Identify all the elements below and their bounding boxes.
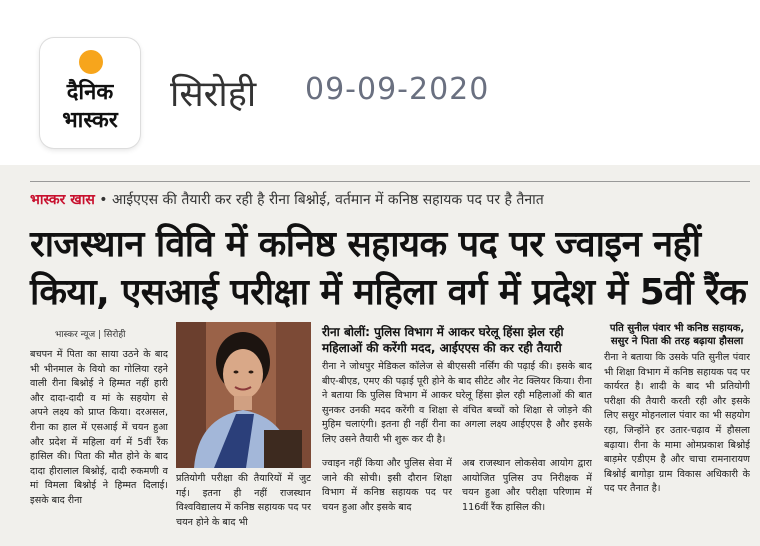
publication-date: 09-09-2020 <box>305 72 490 107</box>
kicker-brand: भास्कर खास <box>30 192 95 208</box>
reena-bishnoi-photo <box>176 322 311 468</box>
subheading-husband: पति सुनील पंवार भी कनिष्ठ सहायक, ससुर ने पिता की तरह बढ़ाया हौसला <box>609 323 745 347</box>
sun-icon <box>79 50 103 74</box>
column-3-text: रीना ने जोधपुर मेडिकल कॉलेज से बीएससी नर्सिंग की पढ़ाई की। इसके बाद बीए-बीएड, एमए की पढ़ाई पूरी होने के बाद सीटेट और नेट क्लियर किया। रीना ने बताया कि पुलिस विभाग में आकर घरेलू हिंसा झेल रही महिलाओं की बात सुनकर उनकी मदद करेंगी व शिक्षा से वंचित बच्चों को शिक्षा से जोड़ने की मुहिम चलाएंगी। इतना ही नहीं रीना का अगला लक्ष्य आईएएस है और इसके लिए उसने तैयारी भी शुरू कर दी है। <box>322 361 592 445</box>
byline: भास्कर न्यूज | सिरोही <box>55 330 126 340</box>
column-1-text: बचपन में पिता का साया उठने के बाद भी भीनमाल के वियो का गोलिया रहने वाली रीना बिश्नोई ने हिम्मत नहीं हारी और दादा-दादी व मां के सहयोग से अपने लक्ष्य को प्राप्त किया। दरअसल, रीना का हाल में एसआई में चयन हुआ और प्रदेश में महिला वर्ग में 5वीं रैंक हासिल की। पिता की मौत होने के बाद दादा हीरालाल बिश्नोई, दादी रुकमणी व मां विमला बिश्नोई ने हिम्मत दिलाई। इसके बाद रीना <box>30 349 168 506</box>
header-bar <box>0 0 760 165</box>
logo-text-line2: भास्कर <box>62 108 118 133</box>
city-name: सिरोही <box>170 74 257 115</box>
kicker-text: • आईएएस की तैयारी कर रही है रीना बिश्नोई, वर्तमान में कनिष्ठ सहायक पद पर है तैनात <box>94 192 544 208</box>
headline-line-1: राजस्थान विवि में कनिष्ठ सहायक पद पर ज्वाइन नहीं <box>30 224 701 265</box>
subheading-reena-said: रीना बोलीं: पुलिस विभाग में आकर घरेलू हिंसा झेल रही महिलाओं की करेंगी मदद, आईएएस की कर रही तैयारी <box>322 325 564 355</box>
headline-line-2: किया, एसआई परीक्षा में महिला वर्ग में प्रदेश में 5वीं रैंक <box>30 272 747 313</box>
divider <box>30 181 750 182</box>
logo-text-line1: दैनिक <box>66 80 114 105</box>
dainik-bhaskar-logo[interactable] <box>40 38 140 148</box>
kicker-line <box>30 190 544 209</box>
column-5-text: रीना ने बताया कि उसके पति सुनील पंवार भी शिक्षा विभाग में कनिष्ठ सहायक पद पर कार्यरत है। शादी के बाद भी प्रतियोगी परीक्षा की तैयारी करती रही और इसके लिए ससुर मोहनलाल पंवार का भी सहयोग रहा, जिन्होंने हर उतार-चढ़ाव में हौसला बढ़ाया। रीना के मामा ओमप्रकाश बिश्नोई बाड़मेर एडीएम है और चाचा रामनारायण बिश्नोई बागोड़ा ग्राम विकास अधिकारी के पद पर तैनात है। <box>604 352 750 495</box>
column-4b-text: अब राजस्थान लोकसेवा आयोग द्वारा आयोजित पुलिस उप निरीक्षक में चयन हुआ और परीक्षा परिणाम में 116वीं रैंक हासिल की। <box>462 458 592 513</box>
column-2-text: प्रतियोगी परीक्षा की तैयारियों में जुट गई। इतना ही नहीं राजस्थान विश्वविद्यालय में कनिष्ठ सहायक पद पर चयन होने के बाद भी <box>176 473 311 528</box>
column-4a-text: ज्वाइन नहीं किया और पुलिस सेवा में जाने की सोची। इसी दौरान शिक्षा विभाग में कनिष्ठ सहायक पद पर चयन हुआ और इसके बाद <box>322 458 452 513</box>
portrait-illustration <box>176 322 311 468</box>
